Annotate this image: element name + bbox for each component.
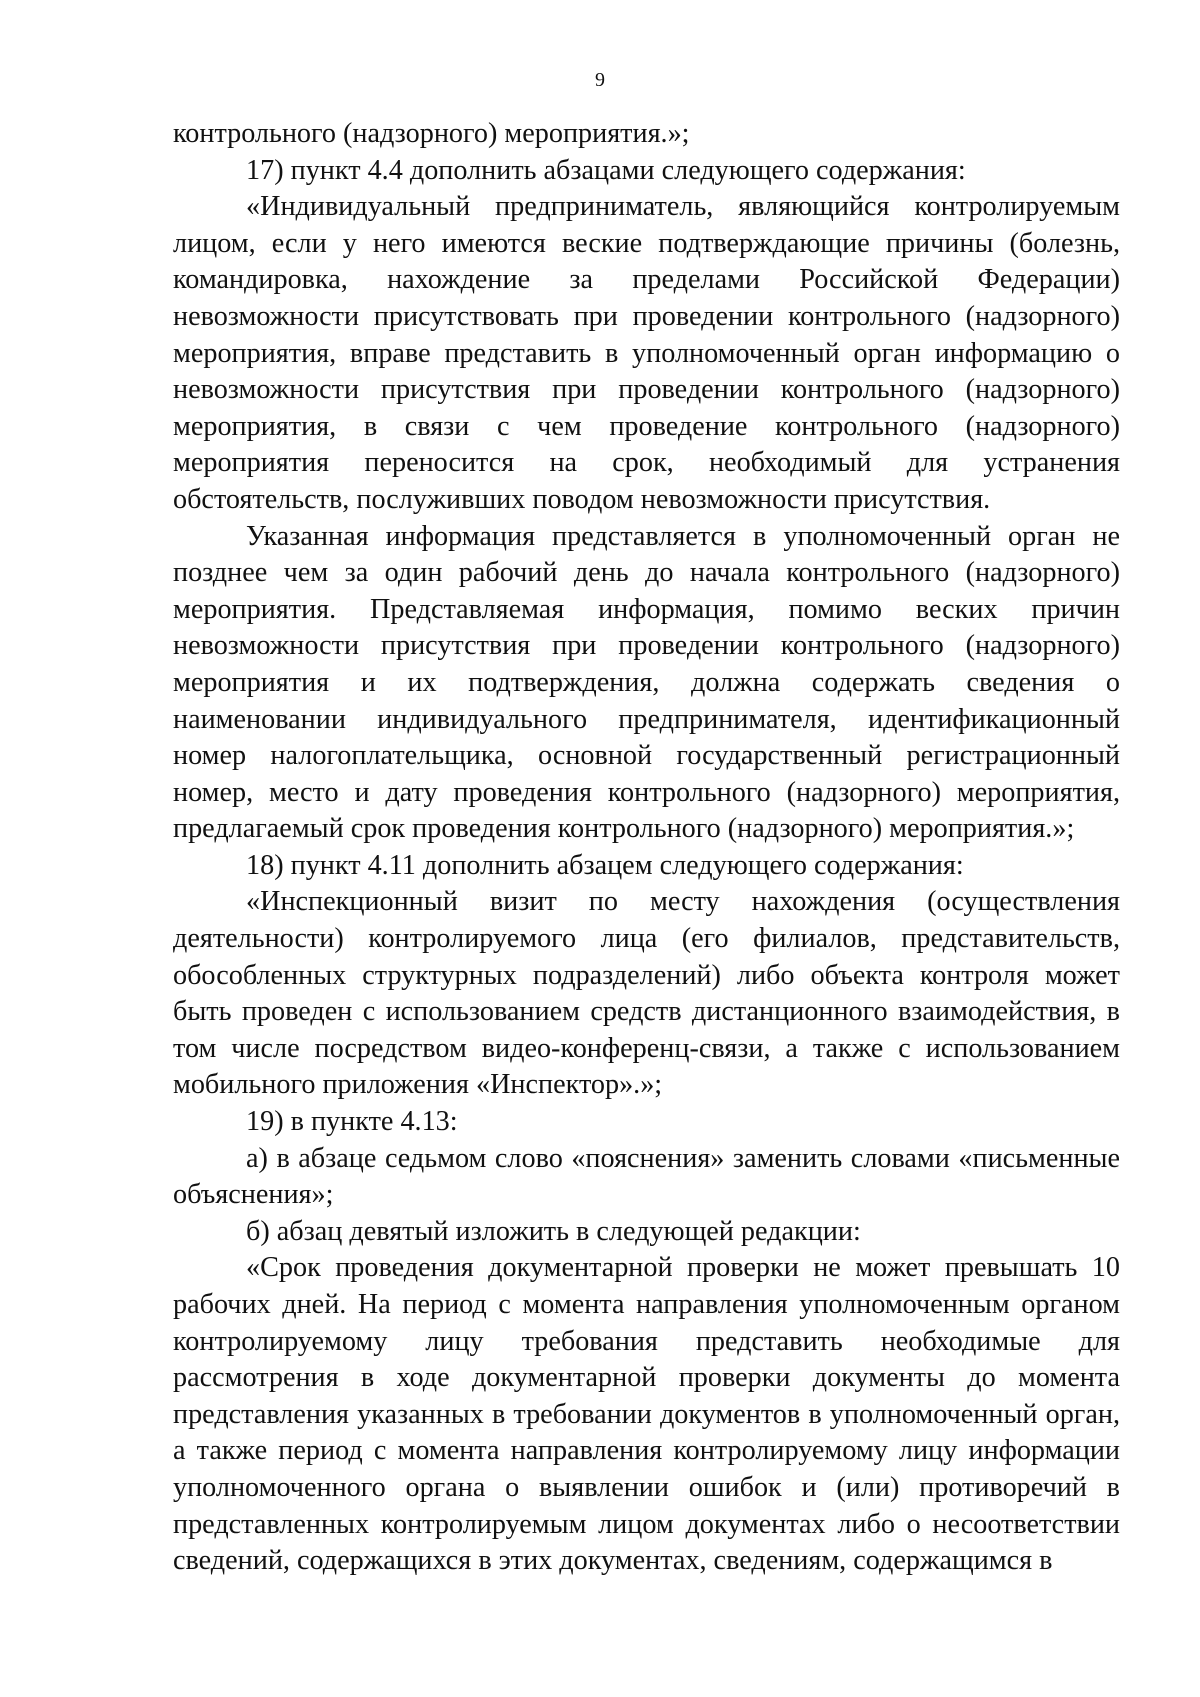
page-number: 9 (595, 69, 605, 91)
paragraph-item-18: 18) пункт 4.11 дополнить абзацем следующего содержания: (246, 849, 964, 881)
paragraph-continuation: контрольного (надзорного) мероприятия.»; (173, 118, 690, 149)
paragraph-item-19: 19) в пункте 4.13: (246, 1106, 458, 1138)
paragraph-subitem-a: а) в абзаце седьмом слово «пояснения» заменить словами «письменные объяснения»; (173, 1142, 1120, 1211)
paragraph-information-submission: Указанная информация представляется в уполномоченный орган не позднее чем за один рабочий день до начала контрольного (надзорного) мероприятия. Представляемая информация, помимо веских причин невозможности присутствия при проведении контрольного (надзорного) мероприятия и их подтверждения, должна содержать сведения о наименовании индивидуального предпринимателя, идентификационный номер налогоплательщика, основной государственный регистрационный номер, место и дату проведения контрольного (надзорного) мероприятия, предлагаемый срок проведения контрольного (надзорного) мероприятия.»; (173, 520, 1120, 845)
document-body (173, 116, 1120, 1580)
paragraph-quote-documentary-check-term: «Срок проведения документарной проверки не может превышать 10 рабочих дней. На период с момента направления уполномоченным органом контролируемому лицу требования представить необходимые для рассмотрения в ходе документарной проверки документы до момента представления указанных в требовании документов в уполномоченный орган, а также период с момента направления контролируемому лицу информации уполномоченного органа о выявлении ошибок и (или) противоречий в представленных контролируемым лицом документах либо о несоответствии сведений, содержащихся в этих документах, сведениям, содержащимся в (173, 1252, 1120, 1577)
paragraph-quote-inspection-visit: «Инспекционный визит по месту нахождения (осуществления деятельности) контролируемого лица (его филиалов, представительств, обособленных структурных подразделений) либо объекта контроля может быть проведен с использованием средств дистанционного взаимодействия, в том числе посредством видео-конференц-связи, а также с использованием мобильного приложения «Инспектор».»; (173, 886, 1120, 1101)
paragraph-quote-individual-entrepreneur: «Индивидуальный предприниматель, являющийся контролируемым лицом, если у него имеются веские подтверждающие причины (болезнь, командировка, нахождение за пределами Российской Федерации) невозможности присутствовать при проведении контрольного (надзорного) мероприятия, вправе представить в уполномоченный орган информацию о невозможности присутствия при проведении контрольного (надзорного) мероприятия, в связи с чем проведение контрольного (надзорного) мероприятия переносится на срок, необходимый для устранения обстоятельств, послуживших поводом невозможности присутствия. (173, 191, 1120, 515)
paragraph-subitem-b: б) абзац девятый изложить в следующей редакции: (246, 1215, 861, 1247)
paragraph-item-17: 17) пункт 4.4 дополнить абзацами следующего содержания: (246, 154, 966, 186)
